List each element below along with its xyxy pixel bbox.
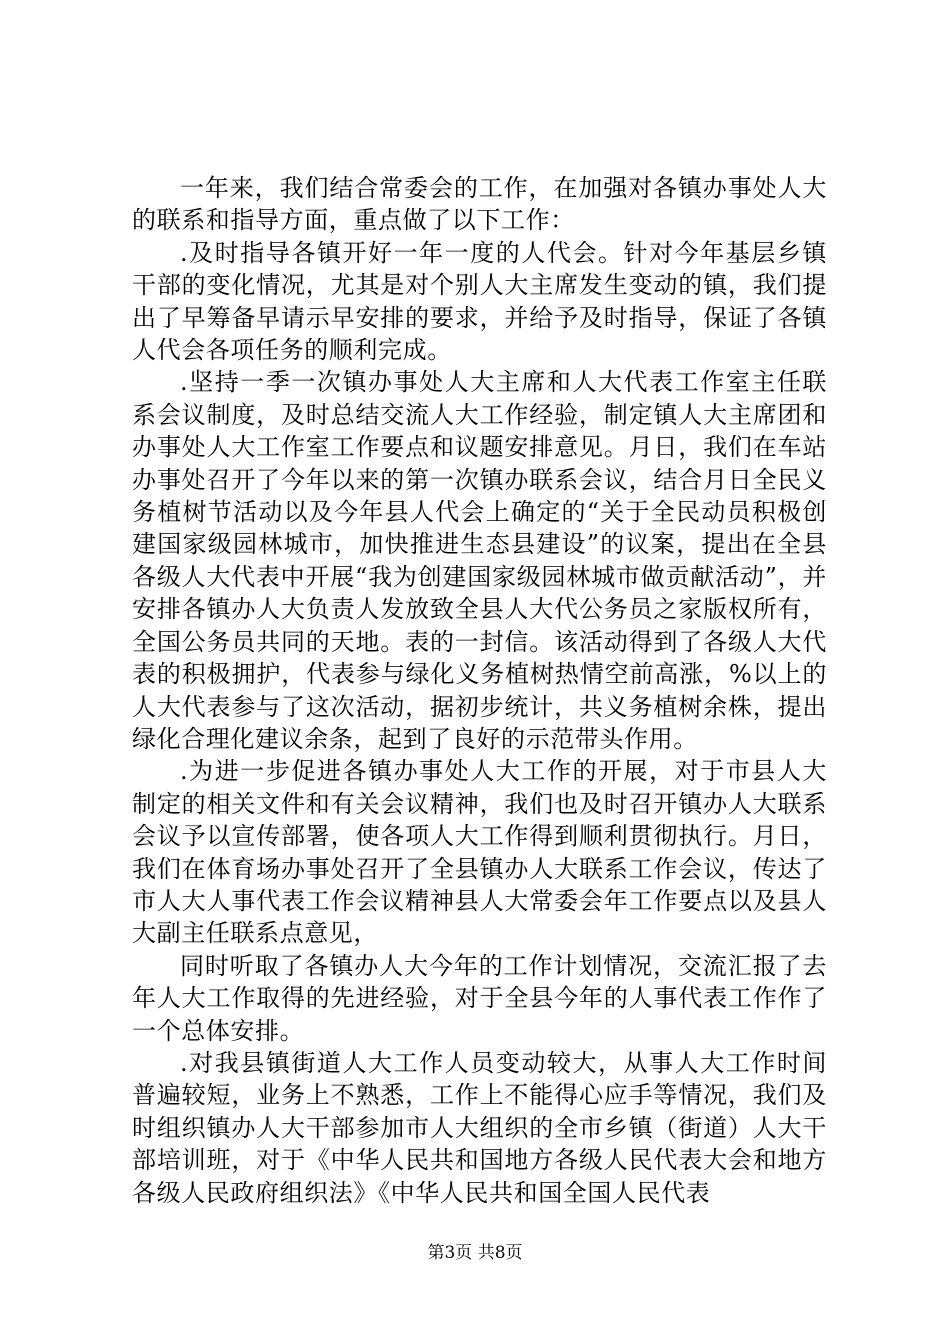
paragraph-item-promotion: .为进一步促进各镇办事处人大工作的开展，对于市县人大制定的相关文件和有关会议精神，我们也及时召开镇办人大联系会议予以宣传部署，使各项人大工作得到顺利贯彻执行。月日，我们在体育场办事处召开了全县镇办人大联系工作会议，传达了市人大人事代表工作会议精神县人大常委会年工作要点以及县人大副主任联系点意见， xyxy=(132,757,827,948)
paragraph-continuation: 同时听取了各镇办人大今年的工作计划情况，交流汇报了去年人大工作取得的先进经验，对于全县今年的人事代表工作作了一个总体安排。 xyxy=(132,951,827,1045)
paragraph-item-people-congress: .及时指导各镇开好一年一度的人代会。针对今年基层乡镇干部的变化情况，尤其是对个别人大主席发生变动的镇，我们提出了早筹备早请示早安排的要求，并给予及时指导，保证了各镇人代会各项任务的顺利完成。 xyxy=(132,238,827,365)
document-body xyxy=(132,172,827,1209)
paragraph-item-training: .对我县镇街道人大工作人员变动较大，从事人大工作时间普遍较短，业务上不熟悉，工作上不能得心应手等情况，我们及时组织镇办人大干部参加市人大组织的全市乡镇（街道）人大干部培训班，对于《中华人民共和国地方各级人民代表大会和地方各级人民政府组织法》《中华人民共和国全国人民代表 xyxy=(132,1048,827,1207)
paragraph-intro: 一年来，我们结合常委会的工作，在加强对各镇办事处人大的联系和指导方面，重点做了以下工作： xyxy=(132,174,827,235)
page-number-footer: 第3页 共8页 xyxy=(427,1243,523,1263)
paragraph-item-liaison-meeting: .坚持一季一次镇办事处人大主席和人大代表工作室主任联系会议制度，及时总结交流人大工作经验，制定镇人大主席团和办事处人大工作室工作要点和议题安排意见。月日，我们在车站办事处召开了今年以来的第一次镇办联系会议，结合月日全民义务植树节活动以及今年县人代会上确定的“关于全民动员积极创建国家级园林城市，加快推进生态县建设”的议案，提出在全县各级人大代表中开展“我为创建国家级园林城市做贡献活动”，并安排各镇办人大负责人发放致全县人大代公务员之家版权所有，全国公务员共同的天地。表的一封信。该活动得到了各级人大代表的积极拥护，代表参与绿化义务植树热情空前高涨，%以上的人大代表参与了这次活动，据初步统计，共义务植树余株，提出绿化合理化建议余条，起到了良好的示范带头作用。 xyxy=(132,368,827,753)
